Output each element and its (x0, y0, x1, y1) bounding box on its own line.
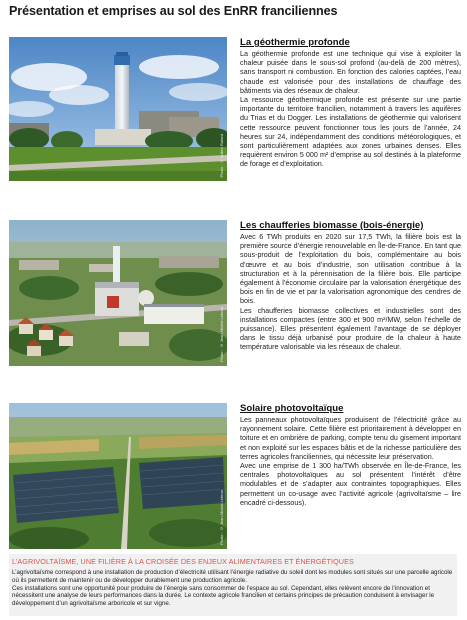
paragraph: La ressource géothermique profonde est présente sur une partie importante du territoire francilien, notamment à travers les aquifères du Trias et du Dogger. Les installations de géothermie qui valorisent cette ressource peuvent fonctionner tous les jours de l’année, 24 heures sur 24, indépendamment des conditions météorologiques, et sont particulièrement adaptées aux zones urbaines denses. Elles requièrent environ 5 000 m² d’emprise au sol destinés à la plateforme de forage et d’exploitation. (240, 96, 461, 169)
geothermie-image (9, 37, 227, 181)
paragraph: L’agrivoltaïsme correspond à une installation de production d’électricité utilisant l’énergie radiative du soleil dont les modules sont situés sur une parcelle agricole où ils permettent de maintenir ou de développer durablement une production agricole. (12, 569, 453, 584)
box-title: L’AGRIVOLTAÏSME, UNE FILIÈRE À LA CROISÉE DES ENJEUX ALIMENTAIRES ET ÉNERGÉTIQUES (12, 557, 354, 566)
section-title: Solaire photovoltaïque (240, 403, 344, 414)
box-body (12, 569, 454, 608)
solaire-text (240, 403, 461, 508)
geothermie-photo (9, 37, 227, 181)
section-body (240, 416, 461, 508)
section-body (240, 50, 461, 170)
paragraph: Avec 6 TWh produits en 2020 sur 17,5 TWh, la filière bois est la première source d’énergie renouvelable en Île-de-France. En tant que sous-produit de l’exploitation du bois, complémentaire au bois d’œuvre et au bois d’industrie, son utilisation contribue à la structuration et à la pérennisation de la filière bois. Elle participe également à l’économie circulaire par la valorisation énergétique des bois en fin de vie et par la valorisation agronomique des cendres de bois. (240, 233, 461, 306)
section-title: La géothermie profonde (240, 37, 350, 48)
solaire-photo (9, 403, 227, 549)
paragraph: Les panneaux photovoltaïques produisent de l’électricité grâce au rayonnement solaire. Cette filière est prioritairement à développer en toiture et en ombrière de parking, compte tenu du gisement important et non exploité sur les espaces bâtis et de la richesse particulière des terres agricoles franciliennes, qui nécessite leur préservation. (240, 416, 461, 461)
solaire-image (9, 403, 227, 549)
biomasse-photo (9, 220, 227, 366)
paragraph: Ces installations sont une opportunité pour produire de l’énergie sans consommer de l’espace au sol. Cependant, elles relèvent encore de l’innovation et nécessitent une analyse de leurs performances dans la durée. Le contexte agricole francilien et certains principes de précaution conduisent à envisager le développement d’un agrivoltaïsme arboricole et sur vigne. (12, 584, 435, 608)
paragraph: Les chaufferies biomasse collectives et industrielles sont des installations compactes (entre 300 et 900 m²/MW, selon l’échelle de puissance). Elles présentent également l’avantage de se déployer dans le tissu déjà urbanisé pour produire de la chaleur à haute température valorisable via les réseaux de chaleur. (240, 306, 461, 352)
paragraph: La géothermie profonde est une technique qui vise à exploiter la chaleur puisée dans le sous-sol profond (au-delà de 200 mètres), sans transport ni combustion. En fonction des calories captées, l’eau chaude est valorisée pour des installations de chauffage des bâtiments via des réseaux de chaleur. (240, 50, 461, 95)
photo-credit: Photo : © Jean-Michel Lebrun (219, 306, 224, 362)
section-title: Les chaufferies biomasse (bois-énergie) (240, 220, 424, 231)
agrivoltaisme-box (9, 554, 457, 616)
page-title: Présentation et emprises au sol des EnRR franciliennes (9, 4, 338, 18)
biomasse-image (9, 220, 227, 366)
section-body (240, 233, 461, 353)
paragraph: Avec une emprise de 1 300 ha/TWh observée en Île-de-France, les centrales photovoltaïques au sol présentent l’intérêt d’être modulables et de s’adapter aux contraintes topographiques. Elles permettent un co-usage avec l’activité agricole (agrivoltaïsme – lire encadré ci-dessous). (240, 462, 461, 507)
photo-credit: Photo : © Julien Rutard (219, 133, 224, 177)
geothermie-text (240, 37, 461, 170)
photo-credit: Photo : © Jean-Michel Lebrun (219, 489, 224, 545)
biomasse-text (240, 220, 461, 353)
